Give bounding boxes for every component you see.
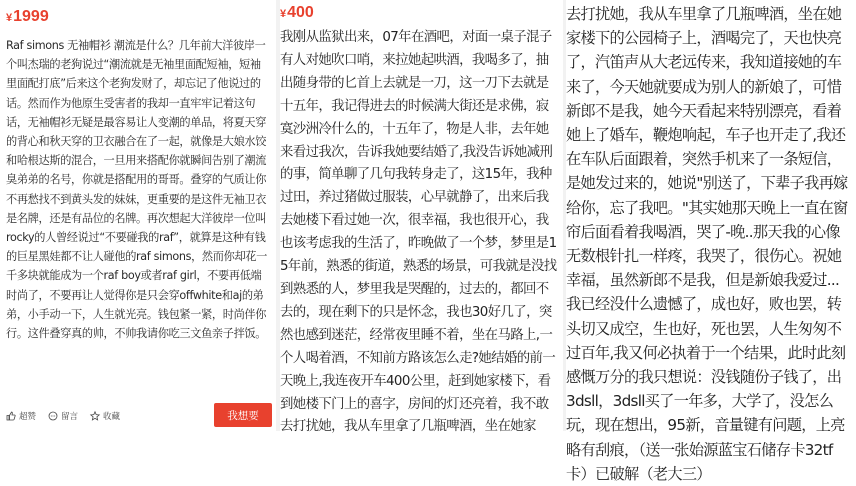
price-value-1: 1999: [13, 8, 49, 25]
action-bar: [0, 401, 276, 431]
listing-panel-1: [0, 0, 276, 431]
favorite-label: 收藏: [103, 412, 121, 422]
price-symbol-1: ¥: [6, 12, 13, 24]
like-button[interactable]: [6, 410, 36, 422]
listing-description-2: 我刚从监狱出来，07年在酒吧，对面一桌子混子有人对她吹口哨，来拉她起哄酒，我喝多了，抽出随身带的匕首上去就是一刀，这一刀下去就是十五年，我记得进去的时候满大街还是求佛，寂寞沙洲冷什么的，十五年了，物是人非，去年她来看过我次，告诉我她要结婚了,我没告诉她减刑的事，简单聊了几句我转身走了，这15年，我种过田，养过猪做过服装，心早就静了，出来后我去她楼下看过她一次，很幸福，我也很开心，我也该考虑我的生活了，昨晚做了一个梦，梦里是15年前，熟悉的街道，熟悉的场景，可我就是没找到熟悉的人，梦里我是哭醒的，过去的，都回不去的，现在剩下的只是怀念，我也30好几了，突然也感到迷茫，经常夜里睡不着，坐在马路上,一个人喝着酒，不知前方路该怎么走?她结婚的前一天晚上,我连夜开车400公里，赶到她家楼下，看到她楼下门上的喜字，房间的灯还亮着，我不敢去打扰她，我从车里拿了几瓶啤酒，坐在她家: [280, 30, 557, 435]
price-1: [6, 6, 270, 28]
favorite-icon: [90, 411, 100, 421]
want-button[interactable]: 我想要: [214, 403, 272, 427]
price-value-2: 400: [287, 4, 314, 21]
like-icon: [6, 411, 16, 421]
price-symbol-2: ¥: [280, 8, 287, 20]
like-label: 超赞: [19, 412, 37, 422]
comment-icon: [48, 411, 58, 421]
comment-button[interactable]: [48, 410, 78, 422]
listing-panel-2: [280, 0, 563, 435]
listing-panel-3: [566, 0, 856, 483]
price-2: [280, 0, 559, 26]
comment-label: 留言: [61, 412, 79, 422]
listing-description-1: Raf simons 无袖帽衫 潮流是什么？几年前大洋彼岸一个叫杰瑞的老狗说过“潮流就是无袖里面配短袖，短袖里面配打底”后来这个老狗发财了，却忘记了他说过的话。然而作为他原生受害者的我却一直牢牢记着这句话，无袖帽衫无疑是最容易让人变潮的单品，将夏天穿的背心和秋天穿的卫衣融合在了一起，就像是大娘水饺和哈根达斯的混合，一旦用来搭配你就瞬间告别了潮流臭弟弟的名号，你就是搭配用的哥哥。叠穿的气质让你不再愁找不到黄头发的妹妹，更重要的是这件无袖卫衣是名牌，还是有品位的名牌。再次想起大洋彼岸一位叫rocky的人曾经说过“不要碰我的raf”，就算是这种有钱的巨星黑娃都不让人碰他的raf simons，然而你却花一千多块就能成为一个raf boy或者raf girl，不要再低端时尚了，不要再让人觉得你是只会穿offwhite和aj的弟弟，小手动一下，人生就光亮。钱包紧一紧，时尚伴你行。这件叠穿真的帅，不帅我请你吃三文鱼亲子拌饭。: [6, 39, 267, 341]
listing-description-3: 去打扰她，我从车里拿了几瓶啤酒，坐在她家楼下的公园椅子上，酒喝完了，天也快亮了，汽笛声从大老远传来，我知道接她的车来了，今天她就要成为别人的新娘了，可惜新郎不是我，她今天看起来特别漂亮，看着她上了婚车，鞭炮响起，车子也开走了,我还在车队后面跟着，突然手机来了一条短信，是她发过来的，她说"别送了，下辈子我再嫁给你，忘了我吧。"其实她那天晚上一直在窗帘后面看着我喝酒，哭了-晚..那天我的心像无数根针扎一样疼，我哭了，很伤心。祝她幸福，虽然新郎不是我，但是新娘我爱过...我已经没什么遗憾了，成也好，败也罢，转头切又成空，生也好，死也罢，人生匆匆不过百年,我又何必执着于一个结果，此时此刻感慨万分的我只想说：没钱随份子钱了，出3dsll，3dsll买了一年多，大学了，没怎么玩，现在想出，95新，音量键有问题，上亮略有刮痕，（送一张始源蓝宝石储存卡32tf卡）已破解（老大三）: [566, 5, 848, 483]
favorite-button[interactable]: [90, 410, 120, 422]
